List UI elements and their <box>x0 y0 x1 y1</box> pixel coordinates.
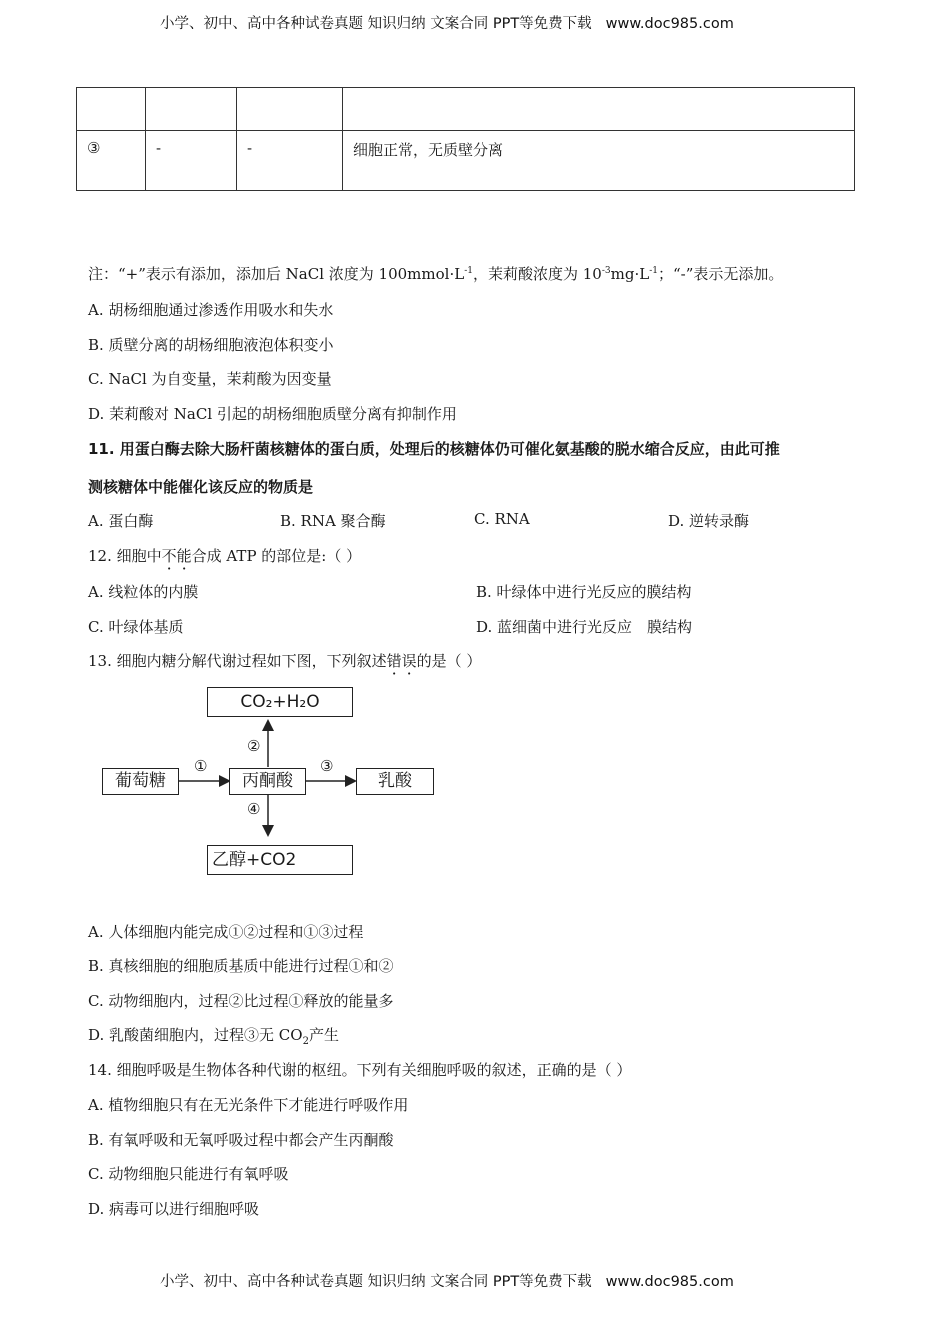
footer-text: 小学、初中、高中各种试卷真题 知识归纳 文案合同 PPT等免费下载 <box>160 1274 592 1290</box>
box-lactate: 乳酸 <box>356 768 434 795</box>
q11-option-a: A. 蛋白酶 <box>88 512 154 530</box>
label-process-3: ③ <box>320 757 334 775</box>
q12-option-c: C. 叶绿体基质 <box>88 618 184 636</box>
q14-option-a: A. 植物细胞只有在无光条件下才能进行呼吸作用 <box>88 1096 409 1114</box>
q13-option-c: C. 动物细胞内，过程②比过程①释放的能量多 <box>88 992 394 1010</box>
q12-option-a: A. 线粒体的内膜 <box>88 583 199 601</box>
q14-stem: 14. 细胞呼吸是生物体各种代谢的枢纽。下列有关细胞呼吸的叙述，正确的是（ ） <box>88 1061 632 1079</box>
q10-option-c: C. NaCl 为自变量，茉莉酸为因变量 <box>88 370 332 388</box>
table-cell: 细胞正常，无质壁分离 <box>343 131 855 191</box>
q13-stem: 13. 细胞内糖分解代谢过程如下图，下列叙述错误的是（ ） <box>88 652 482 670</box>
table-cell: - <box>146 131 237 191</box>
q12-stem: 12. 细胞中不能合成 ATP 的部位是:（ ） <box>88 547 362 565</box>
q11-option-d: D. 逆转录酶 <box>668 512 750 530</box>
header-text: 小学、初中、高中各种试卷真题 知识归纳 文案合同 PPT等免费下载 <box>160 16 592 32</box>
box-pyruvate: 丙酮酸 <box>229 768 306 795</box>
box-ethanol-co2: 乙醇+CO2 <box>207 845 353 875</box>
q11-stem-line2: 测核糖体中能催化该反应的物质是 <box>88 478 314 496</box>
q10-option-d: D. 茉莉酸对 NaCl 引起的胡杨细胞质壁分离有抑制作用 <box>88 405 457 423</box>
box-glucose: 葡萄糖 <box>102 768 179 795</box>
page-footer <box>160 1270 734 1291</box>
q13-option-b: B. 真核细胞的细胞质基质中能进行过程①和② <box>88 957 394 975</box>
table-note: 注：“+”表示有添加，添加后 NaCl 浓度为 $100mmol\cdot L^{-1}$，茉莉酸浓度为 $10^{-3}mg\cdot L^{-1}$；“-”表示无添加。 <box>88 265 784 283</box>
q14-option-d: D. 病毒可以进行细胞呼吸 <box>88 1200 260 1218</box>
header-url[interactable]: www.doc985.com <box>605 16 734 32</box>
label-process-4: ④ <box>247 800 261 818</box>
q12-option-d: D. 蓝细菌中进行光反应 膜结构 <box>476 618 693 636</box>
box-co2-h2o: CO₂+H₂O <box>207 687 353 717</box>
q10-option-a: A. 胡杨细胞通过渗透作用吸水和失水 <box>88 301 334 319</box>
q11-stem-line1: 11. 用蛋白酶去除大肠杆菌核糖体的蛋白质，处理后的核糖体仍可催化氨基酸的脱水缩合反应，由此可推 <box>88 440 780 458</box>
q13-option-d: D. 乳酸菌细胞内，过程③无 $CO_2$产生 <box>88 1026 339 1047</box>
table-cell: ③ <box>77 131 146 191</box>
q14-option-b: B. 有氧呼吸和无氧呼吸过程中都会产生丙酮酸 <box>88 1131 394 1149</box>
label-process-1: ① <box>194 757 208 775</box>
q12-option-b: B. 叶绿体中进行光反应的膜结构 <box>476 583 692 601</box>
q11-option-c: C. RNA <box>474 510 530 528</box>
table-cell: - <box>237 131 343 191</box>
q13-option-a: A. 人体细胞内能完成①②过程和①③过程 <box>88 923 364 941</box>
q11-option-b: B. RNA 聚合酶 <box>280 512 386 530</box>
label-process-2: ② <box>247 737 261 755</box>
footer-url[interactable]: www.doc985.com <box>605 1274 734 1290</box>
q14-option-c: C. 动物细胞只能进行有氧呼吸 <box>88 1165 289 1183</box>
q10-option-b: B. 质壁分离的胡杨细胞液泡体积变小 <box>88 336 334 354</box>
